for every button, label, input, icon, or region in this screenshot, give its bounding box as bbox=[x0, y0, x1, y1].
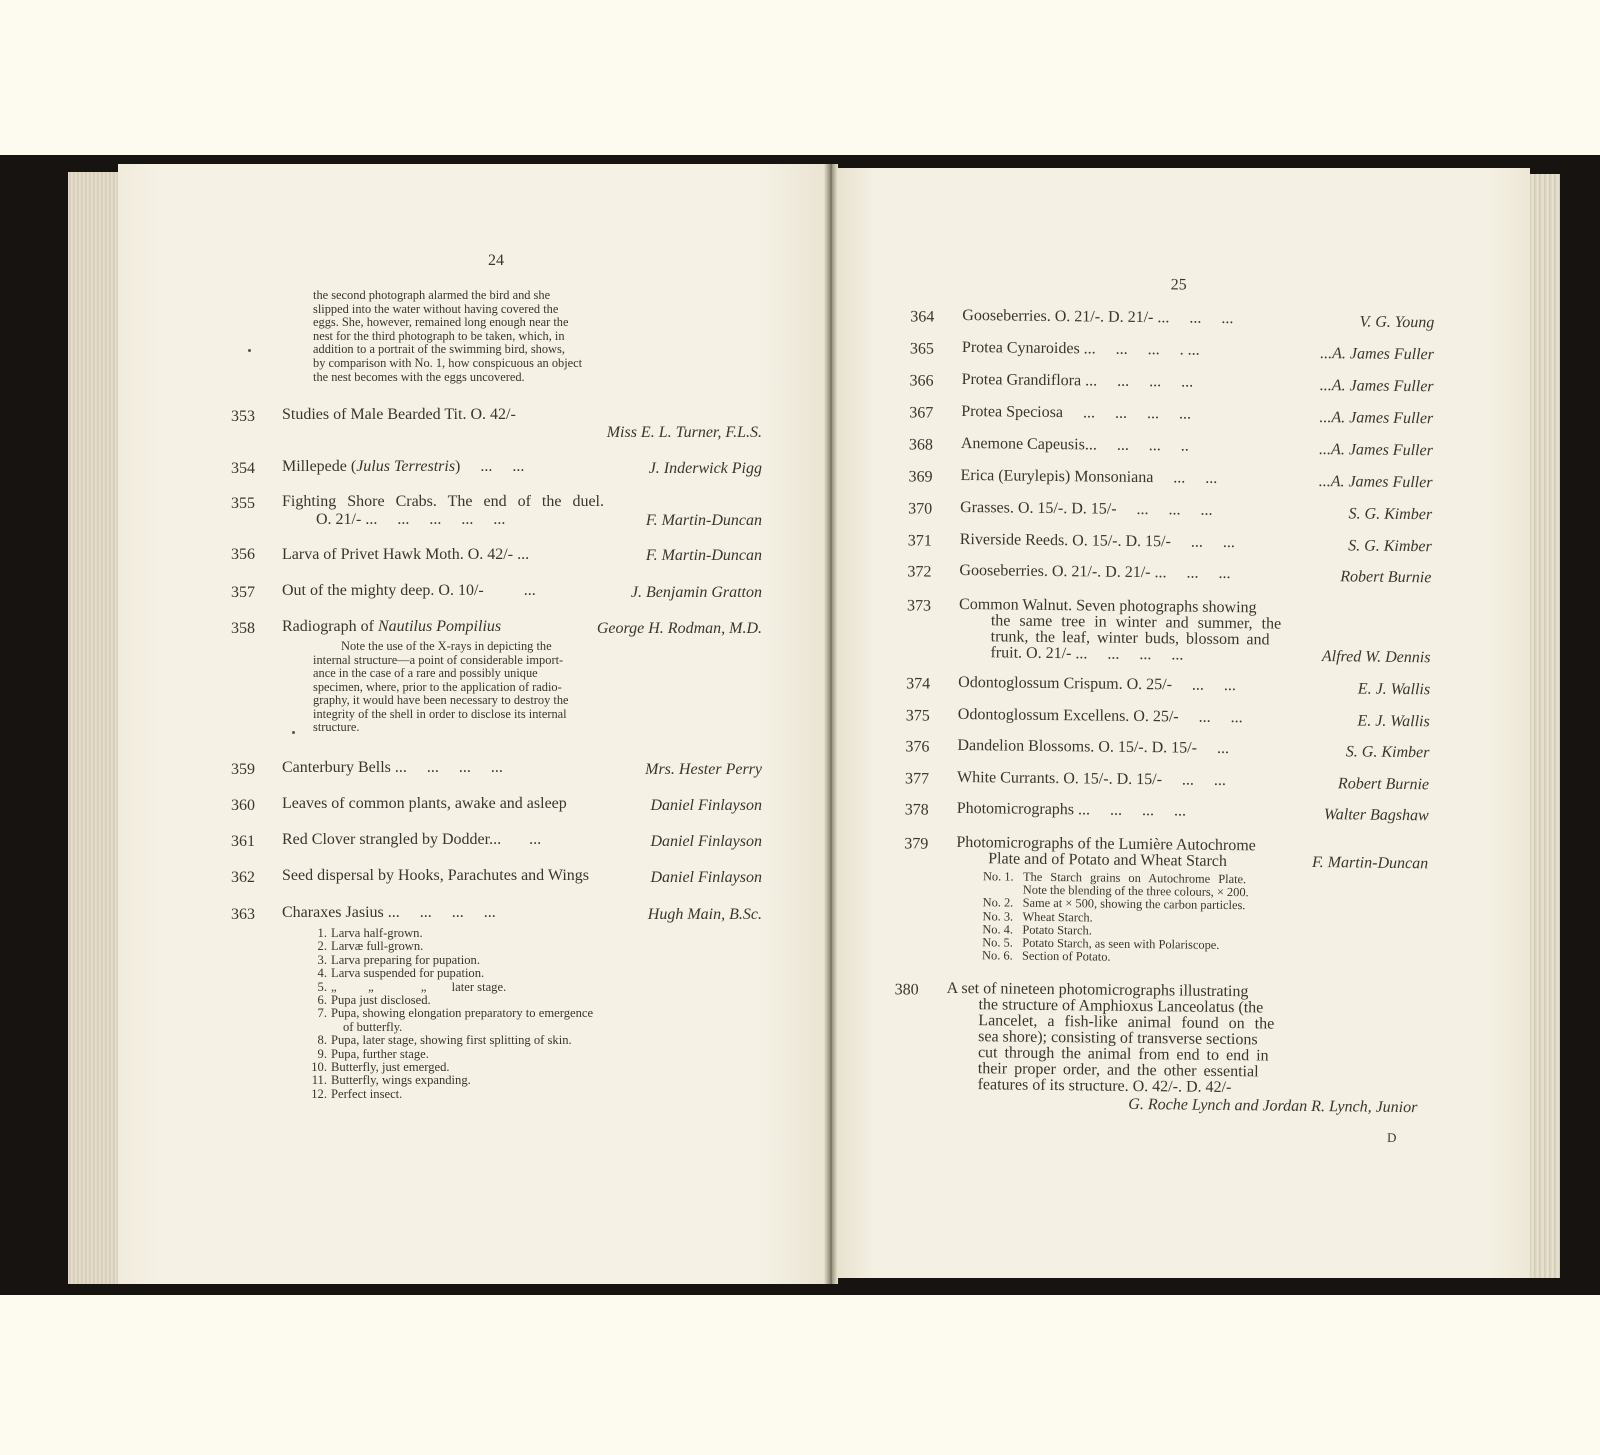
entry-title: Odontoglossum Excellens. O. 25/- ... ... bbox=[957, 705, 1243, 727]
list-item: 7. Pupa, showing elongation preparatory to emergence bbox=[317, 1006, 594, 1021]
entry-title: White Currants. O. 15/-. D. 15/- ... ... bbox=[957, 768, 1227, 789]
text-line: graphy, it would have been necessary to destroy the bbox=[313, 693, 569, 707]
entry-number: 375 bbox=[905, 707, 930, 725]
entry-number: 370 bbox=[908, 500, 933, 518]
entry-author: Mrs. Hester Perry bbox=[645, 761, 762, 778]
entry-number: 372 bbox=[907, 563, 932, 581]
text-line: Note the use of the X-rays in depicting the bbox=[341, 639, 552, 653]
entry-subline: fruit. O. 21/- ... ... ... ... bbox=[990, 644, 1184, 664]
text-line: ance in the case of a rare and possibly unique bbox=[313, 666, 538, 680]
entry-author: E. J. Wallis bbox=[1357, 680, 1431, 699]
signature-mark: D bbox=[1386, 1129, 1397, 1145]
title-species: Nautilus Pompilius bbox=[377, 618, 502, 635]
title-text: Millepede ( bbox=[282, 458, 357, 475]
entry-title: Anemone Capeusis... ... ... .. bbox=[960, 434, 1189, 455]
entry-number: 378 bbox=[904, 801, 929, 819]
entry-author: ...A. James Fuller bbox=[1320, 345, 1435, 364]
entry-number: 356 bbox=[231, 546, 255, 563]
text-line: the second photograph alarmed the bird and she bbox=[313, 288, 551, 302]
entry-author: V. G. Young bbox=[1359, 313, 1435, 332]
page-number-left: 24 bbox=[488, 252, 504, 269]
entry-author: S. G. Kimber bbox=[1348, 505, 1433, 524]
entry-author: Daniel Finlayson bbox=[650, 833, 762, 850]
entry-author: ...A. James Fuller bbox=[1319, 441, 1433, 460]
entry-title: Canterbury Bells ... ... ... ... bbox=[282, 759, 503, 776]
entry-author: Miss E. L. Turner, F.L.S. bbox=[606, 424, 762, 441]
entry-number: 366 bbox=[909, 372, 934, 390]
text-line: internal structure—a point of considerable import- bbox=[313, 652, 564, 667]
entry-author: Robert Burnie bbox=[1340, 568, 1432, 587]
entry-author: F. Martin-Duncan bbox=[645, 547, 762, 564]
entry-subline: the structure of Amphioxus Lanceolatus (the bbox=[978, 996, 1264, 1017]
list-item: No. 6. Section of Potato. bbox=[982, 948, 1111, 964]
entry-number: 367 bbox=[909, 404, 934, 422]
entry-subline: Lancelet, a fish-like animal found on the bbox=[978, 1012, 1275, 1033]
text-line: structure. bbox=[313, 720, 360, 734]
entry-title: Fighting Shore Crabs. The end of the duel. bbox=[282, 493, 604, 510]
entry-number: 362 bbox=[231, 869, 255, 886]
text-line: addition to a portrait of the swimming bird, shows, bbox=[313, 342, 565, 357]
entry-author: S. G. Kimber bbox=[1345, 743, 1430, 762]
title-species: Julus Terrestris bbox=[356, 458, 456, 475]
list-item: 11. Butterfly, wings expanding. bbox=[311, 1073, 471, 1088]
entry-title: Red Clover strangled by Dodder... ... bbox=[282, 831, 542, 848]
entry-list bbox=[982, 870, 1249, 965]
entry-author: George H. Rodman, M.D. bbox=[596, 620, 762, 637]
list-item: 6. Pupa just disclosed. bbox=[317, 993, 431, 1008]
entry-author: Daniel Finlayson bbox=[650, 797, 762, 814]
list-item: 5. „ „ „ later stage. bbox=[317, 979, 507, 994]
entry-number: 355 bbox=[231, 495, 255, 512]
entry-title: A set of nineteen photomicrographs illustrating bbox=[946, 979, 1249, 1001]
list-item: 1. Larva half-grown. bbox=[317, 926, 423, 940]
text-line: eggs. She, however, remained long enough near the bbox=[313, 315, 569, 330]
text-line: specimen, where, prior to the application of radio- bbox=[313, 679, 562, 694]
entry-subline: their proper order, and the other essential bbox=[977, 1060, 1259, 1081]
entry-author: Daniel Finlayson bbox=[650, 869, 762, 886]
entry-subline: O. 21/- ... ... ... ... ... bbox=[316, 511, 506, 528]
entry-author: G. Roche Lynch and Jordan R. Lynch, Junior bbox=[1128, 1095, 1418, 1117]
entry-title: Dandelion Blossoms. O. 15/-. D. 15/- ... bbox=[957, 736, 1230, 758]
entry-number: 377 bbox=[904, 770, 930, 788]
entry-number: 353 bbox=[231, 408, 255, 425]
title-text: ) ... ... bbox=[455, 458, 525, 475]
entry-number: 380 bbox=[894, 981, 919, 999]
entry-number: 365 bbox=[909, 340, 935, 358]
entry-title: Protea Cynaroides ... ... ... . ... bbox=[961, 338, 1200, 359]
entry-subline: sea shore); consisting of transverse sections bbox=[978, 1028, 1258, 1049]
list-item: 9. Pupa, further stage. bbox=[317, 1046, 429, 1061]
entry-title: Out of the mighty deep. O. 10/- ... bbox=[282, 582, 536, 599]
list-item: Note the blending of the three colours, × 200. bbox=[1022, 882, 1249, 900]
list-item: 4. Larva suspended for pupation. bbox=[317, 966, 485, 981]
entry-subline: cut through the animal from end to end in bbox=[977, 1044, 1269, 1065]
entry-subline: the same tree in winter and summer, the bbox=[990, 612, 1282, 633]
list-item: No. 2. Same at × 500, showing the carbon particles. bbox=[982, 895, 1246, 913]
entry-author: Walter Bagshaw bbox=[1323, 806, 1429, 825]
entry-subline: trunk, the leaf, winter buds, blossom and bbox=[990, 628, 1270, 649]
entry-title: Larva of Privet Hawk Moth. O. 42/- ... bbox=[282, 546, 530, 563]
entry-number: 358 bbox=[231, 620, 255, 637]
entry-title: Seed dispersal by Hooks, Parachutes and Wings bbox=[282, 867, 590, 884]
entry-title: Common Walnut. Seven photographs showing bbox=[958, 595, 1257, 617]
entry-title: Grasses. O. 15/-. D. 15/- ... ... ... bbox=[960, 498, 1213, 519]
entry-title: Riverside Reeds. O. 15/-. D. 15/- ... ... bbox=[959, 530, 1235, 552]
text-line: integrity of the shell in order to disclose its internal bbox=[313, 706, 567, 721]
entry-author: ...A. James Fuller bbox=[1319, 409, 1434, 428]
text-line: slipped into the water without having covered the bbox=[313, 301, 559, 316]
entry-title: Charaxes Jasius ... ... ... ... bbox=[282, 904, 496, 921]
entry-title: Gooseberries. O. 21/-. D. 21/- ... ... ... bbox=[962, 306, 1234, 328]
entry-title: Leaves of common plants, awake and asleep bbox=[282, 795, 567, 812]
entry-number: 361 bbox=[231, 833, 255, 850]
entry-title: Photomicrographs ... ... ... ... bbox=[956, 799, 1187, 820]
text-line: the nest becomes with the eggs uncovered. bbox=[313, 369, 525, 384]
entry-author: Hugh Main, B.Sc. bbox=[647, 906, 762, 923]
entry-title: Gooseberries. O. 21/-. D. 21/- ... ... ... bbox=[959, 561, 1231, 583]
entry-number: 374 bbox=[906, 675, 931, 693]
entry-number: 376 bbox=[905, 738, 930, 756]
text-line: nest for the third photograph to be taken, which, in bbox=[313, 328, 565, 343]
list-item: 3. Larva preparing for pupation. bbox=[317, 952, 480, 967]
page-number-right: 25 bbox=[1170, 276, 1187, 294]
entry-author: F. Martin-Duncan bbox=[1311, 853, 1429, 873]
list-item: No. 1. The Starch grains on Autochrome Plate. bbox=[982, 869, 1247, 887]
text-line: by comparison with No. 1, how conspicuous an object bbox=[313, 355, 583, 370]
entry-author: ...A. James Fuller bbox=[1318, 473, 1433, 492]
entry-author: S. G. Kimber bbox=[1348, 537, 1432, 556]
list-item: 8. Pupa, later stage, showing first splitting of skin. bbox=[317, 1033, 572, 1048]
list-item: 2. Larvæ full-grown. bbox=[317, 939, 424, 954]
entry-author: J. Inderwick Pigg bbox=[648, 460, 762, 477]
list-item: No. 5. Potato Starch, as seen with Polariscope. bbox=[982, 935, 1220, 952]
title-text: Radiograph of bbox=[282, 618, 378, 635]
entry-number: 363 bbox=[231, 906, 255, 923]
entry-author: Robert Burnie bbox=[1337, 775, 1430, 794]
entry-title: Odontoglossum Crispum. O. 25/- ... ... bbox=[958, 673, 1237, 695]
entry-number: 369 bbox=[908, 468, 933, 486]
entry-title: Erica (Eurylepis) Monsoniana ... ... bbox=[960, 466, 1218, 487]
list-item: No. 4. Potato Starch. bbox=[982, 922, 1092, 938]
entry-number: 357 bbox=[231, 584, 255, 601]
entry-number: 371 bbox=[907, 532, 932, 550]
entry-number: 359 bbox=[231, 761, 255, 778]
entry-author: F. Martin-Duncan bbox=[645, 512, 762, 529]
entry-number: 368 bbox=[908, 436, 933, 454]
list-item: 10. Butterfly, just emerged. bbox=[311, 1060, 450, 1075]
entry-number: 364 bbox=[910, 308, 935, 326]
entry-number: 360 bbox=[231, 797, 255, 814]
entry-number: 379 bbox=[904, 835, 929, 853]
entry-author: ...A. James Fuller bbox=[1319, 377, 1434, 396]
entry-number: 373 bbox=[906, 597, 932, 615]
list-item: of butterfly. bbox=[343, 1019, 403, 1034]
entry-title: Photomicrographs of the Lumière Autochrome bbox=[956, 833, 1256, 855]
entry-title: Studies of Male Bearded Tit. O. 42/- bbox=[282, 406, 516, 423]
entry-author: E. J. Wallis bbox=[1357, 712, 1430, 731]
entry-title: Protea Speciosa ... ... ... ... bbox=[961, 402, 1192, 423]
entry-subline: Plate and of Potato and Wheat Starch bbox=[988, 850, 1228, 870]
entry-title: Protea Grandiflora ... ... ... ... bbox=[961, 370, 1194, 391]
entry-subline: features of its structure. O. 42/-. D. 42/- bbox=[977, 1076, 1232, 1097]
entry-number: 354 bbox=[231, 460, 255, 477]
entry-author: Alfred W. Dennis bbox=[1321, 648, 1431, 667]
list-item: No. 3. Wheat Starch. bbox=[982, 908, 1093, 925]
list-item: 12. Perfect insect. bbox=[311, 1086, 403, 1101]
entry-author: J. Benjamin Gratton bbox=[630, 584, 762, 601]
